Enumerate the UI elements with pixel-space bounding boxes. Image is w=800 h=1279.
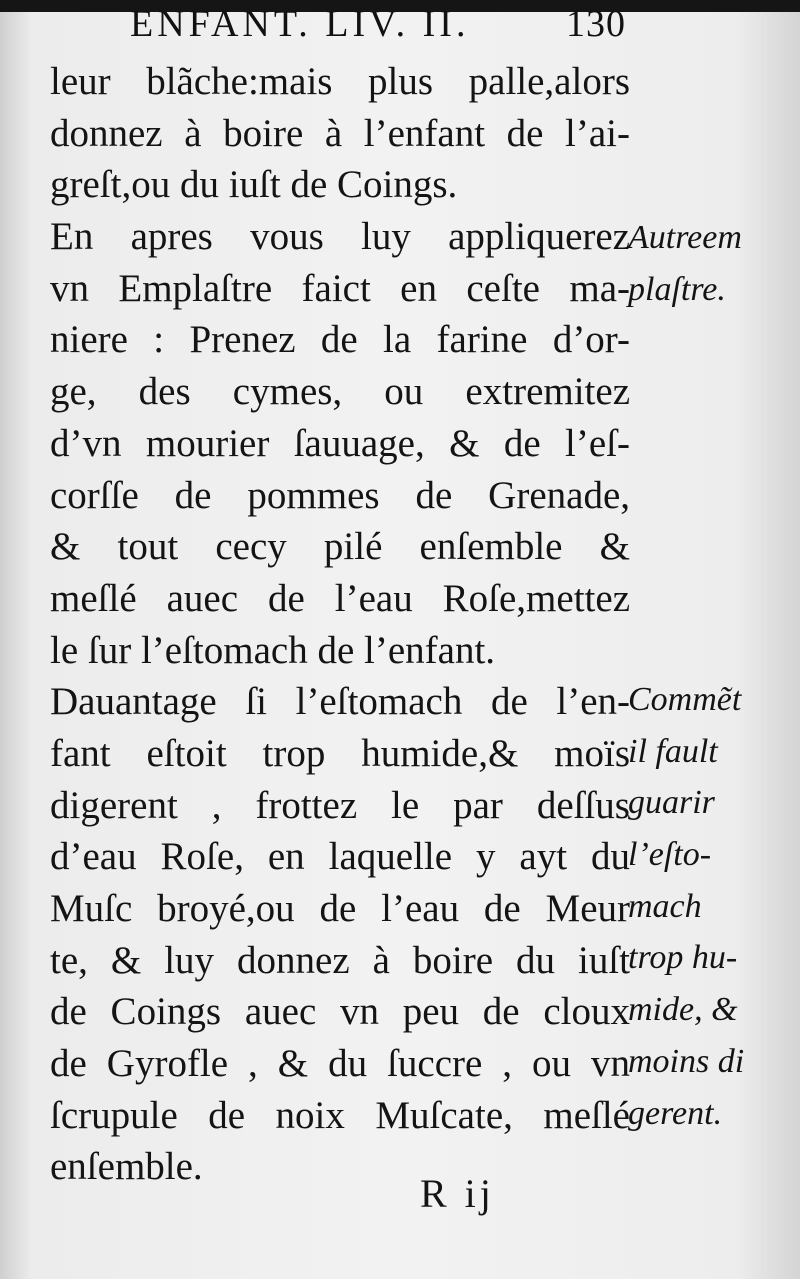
body-text [50,56,630,1193]
text-line: digerent , frottez le par deſſus [50,783,630,827]
margin-note-plaster [628,212,796,315]
text-line: En apres vous luy appliquerez [50,215,630,259]
text-line: le ſur l’eſtomach de l’enfant. [50,628,496,672]
margin-note-line: il fault [628,732,718,770]
text-line: Dauantage ſi l’eſtomach de l’en- [50,680,630,724]
text-line: corſſe de pommes de Grenade, [50,473,630,517]
margin-note-line: mide, & [628,991,738,1029]
text-line: enſemble. [50,1145,203,1189]
text-line: d’vn mourier ſauuage, & de l’eſ- [50,421,630,465]
text-line: leur blãche:mais plus palle,alors [50,60,630,103]
margin-note-line: Autreem [628,219,742,256]
text-line: de Coings auec vn peu de cloux [50,990,630,1034]
margin-note-line: trop hu- [628,939,738,977]
text-line: ſcrupule de noix Muſcate, meſlé [50,1093,630,1137]
margin-note-line: plaſtre. [628,270,726,308]
text-line: & tout cecy pilé enſemble & [50,525,630,569]
text-line: donnez à boire à l’enfant de l’ai- [50,111,630,155]
text-line: niere : Prenez de la farine d’or- [50,318,630,362]
running-head [0,3,800,46]
text-line: fant eſtoit trop humide,& moïs [50,731,630,775]
margin-note-line: Commẽt [628,681,742,718]
margin-note-line: l’eſto- [628,836,712,874]
text-line: ge, des cymes, ou extremitez [50,370,630,414]
text-line: meſlé auec de l’eau Roſe,mettez [50,576,630,620]
text-line: Muſc broyé,ou de l’eau de Meur [50,887,630,930]
signature-mark: R ij [420,1171,495,1216]
margin-note-stomach [628,674,796,1139]
text-line: greſt,ou du iuſt de Coings. [50,163,458,207]
margin-note-line: guarir [628,784,715,822]
text-line: vn Emplaſtre faict en ceſte ma- [50,266,630,310]
text-line: de Gyrofle , & du ſuccre , ou vn [50,1042,630,1086]
text-line: te, & luy donnez à boire du iuſt [50,938,630,982]
margin-note-line: mach [628,887,702,925]
page-number: 130 [566,3,626,45]
margin-note-line: gerent. [628,1094,723,1132]
running-head-title: ENFANT. LIV. II. [130,3,470,45]
text-line: d’eau Roſe, en laquelle y ayt du [50,835,630,879]
margin-note-line: moins di [628,1042,745,1080]
